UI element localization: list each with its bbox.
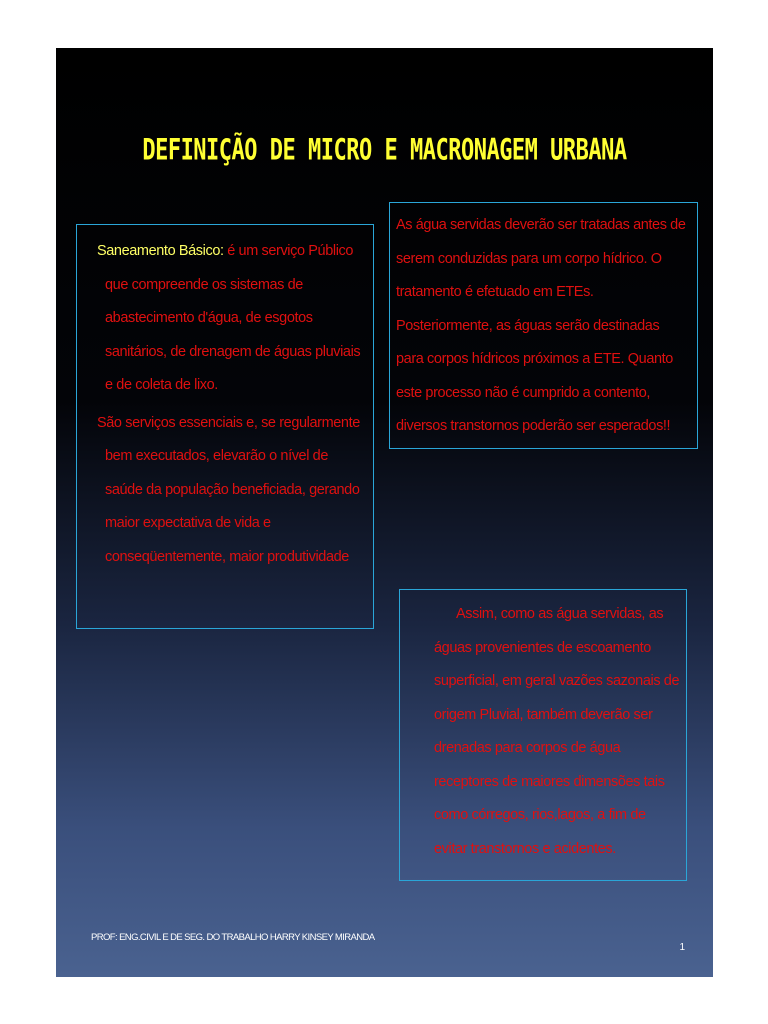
text-box-saneamento [76,224,374,629]
text-box-escoamento-superficial [399,589,687,881]
term-saneamento-basico: Saneamento Básico: [97,243,228,259]
paragraph-saneamento-definition [87,235,365,403]
paragraph-escoamento-superficial: Assim, como as água servidas, as águas provenientes de escoamento superficial, em geral vazões sazonais de origem Pluvial, também deverão ser drenadas para corpos de água receptores de maiores dimensões tais como córregos, rios,lagos, a fim de evitar transtornos e acidentes. [434,606,680,857]
page-number: 1 [679,942,685,953]
saneamento-definition-text: é um serviço Público que compreende os sistemas de abastecimento d'água, de esgotos sanitários, de drenagem de águas pluviais e de coleta de lixo. [105,243,361,393]
paragraph-essential-services: São serviços essenciais e, se regularmente bem executados, elevarão o nível de saúde da população beneficiada, gerando maior expectativa de vida e conseqüentemente, maior produtividade [97,414,360,565]
paragraph-aguas-servidas: As água servidas deverão ser tratadas antes de serem conduzidas para um corpo hídrico. O tratamento é efetuado em ETEs. Posteriormente, as águas serão destinadas para corpos hídricos próximos a ETE. Quanto este processo não é cumprido a contento, diversos transtornos poderão ser esperados!! [396,217,686,434]
footer-author: PROF: ENG.CIVIL E DE SEG. DO TRABALHO HARRY KINSEY MIRANDA [91,932,375,943]
text-box-aguas-servidas [389,202,698,449]
slide [56,48,713,977]
slide-title: DEFINIÇÃO DE MICRO E MACRONAGEM URBANA [142,134,627,168]
